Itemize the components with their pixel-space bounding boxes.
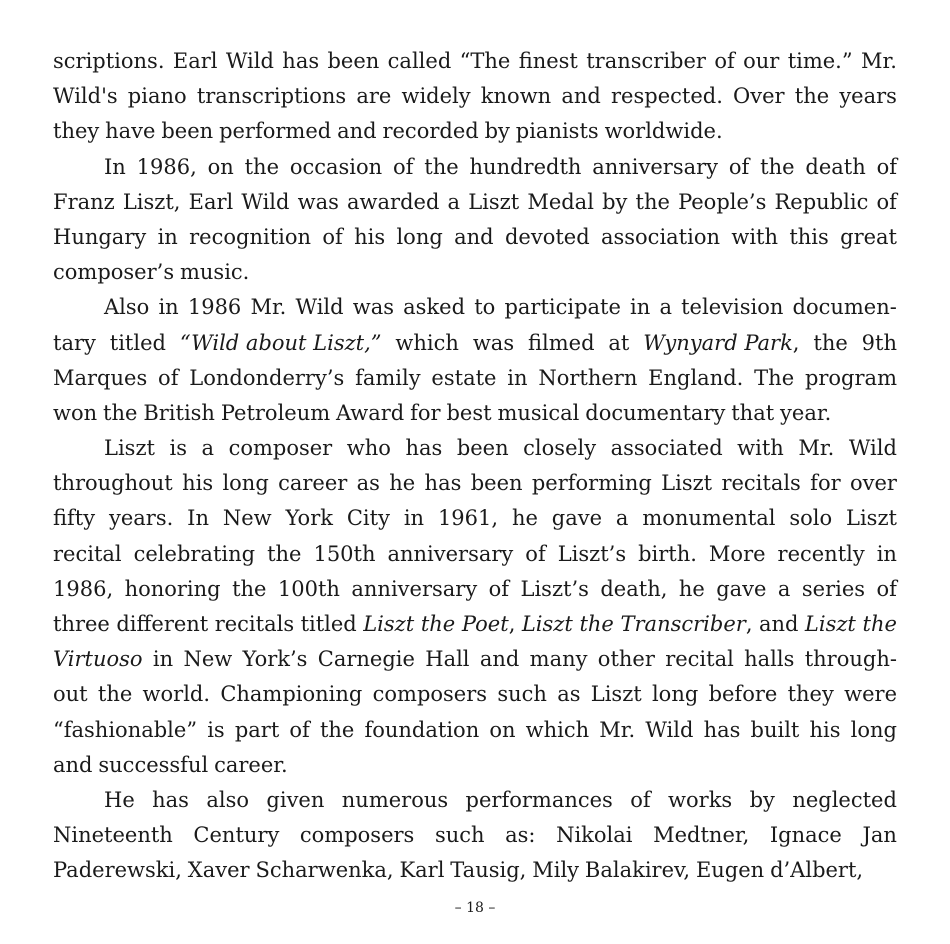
word: a [659, 295, 672, 320]
word: Medal [527, 189, 594, 214]
word: Liszt [661, 471, 713, 496]
word: and [561, 84, 601, 109]
word: they [53, 119, 100, 144]
word: Liszt [590, 682, 642, 707]
word: of [876, 189, 897, 214]
word: time.” [787, 49, 853, 73]
word: of [714, 49, 735, 73]
word: death [805, 154, 866, 179]
word: City [346, 506, 390, 531]
word: been [470, 471, 523, 496]
word: documen- [792, 295, 897, 320]
text-line [53, 607, 897, 642]
text-line [53, 396, 897, 431]
word: was [352, 295, 395, 320]
word: Liszt’s [557, 541, 627, 566]
word: filmed [528, 330, 595, 355]
text-line [53, 44, 897, 79]
word: transcriptions [196, 84, 347, 109]
word: built [750, 717, 800, 742]
word: long [850, 717, 897, 742]
word: has [424, 471, 462, 496]
word: gave [551, 506, 603, 531]
word: Wynyard Park, [643, 330, 800, 355]
word: York’s [242, 647, 308, 672]
word: anniversary [592, 154, 719, 179]
word: and [454, 224, 494, 249]
word: for [410, 400, 441, 425]
word: 150th [313, 541, 376, 566]
word: have [105, 119, 156, 144]
word: Wild's [53, 84, 118, 109]
word: 1961, [437, 506, 499, 531]
word: performed [219, 119, 332, 144]
word: his [354, 224, 386, 249]
word: birth. [638, 541, 697, 566]
word: the [267, 541, 302, 566]
word: Northern [538, 365, 638, 390]
word: a [201, 436, 215, 461]
word: widely [401, 84, 471, 109]
word: were [844, 682, 897, 707]
word: Wild [848, 436, 897, 461]
word: with [737, 436, 784, 461]
word: composers [372, 682, 488, 707]
word: Paderewski, [53, 858, 182, 883]
word: recognition [189, 224, 312, 249]
text-line [53, 290, 897, 325]
word: year. [780, 400, 832, 425]
word: Jan [862, 823, 897, 848]
word: many [529, 647, 588, 672]
word: 9th [861, 330, 897, 355]
word: associated [610, 436, 723, 461]
word: Xaver [187, 858, 250, 883]
word: at [608, 330, 630, 355]
word: In [104, 154, 126, 179]
word: his [809, 717, 841, 742]
word: career [278, 471, 348, 496]
text-line [53, 79, 897, 114]
word: television [681, 295, 784, 320]
word: best [446, 400, 492, 425]
word: he [678, 576, 705, 601]
word: a [447, 189, 461, 214]
word: Mr. [250, 295, 287, 320]
word: Also [104, 295, 150, 320]
word: Wild [225, 49, 274, 73]
word: of [289, 717, 310, 742]
word: years [839, 84, 897, 109]
word: part [234, 717, 280, 742]
word: documentary [585, 400, 726, 425]
word: Republic [774, 189, 869, 214]
word: British [143, 400, 215, 425]
word: devoted [504, 224, 590, 249]
word: hundredth [469, 154, 582, 179]
word: to [474, 295, 496, 320]
word: years. [108, 506, 174, 531]
word: long [651, 682, 699, 707]
word: Karl [399, 858, 445, 883]
word: music. [179, 260, 250, 285]
word: More [708, 541, 766, 566]
word: career. [214, 752, 288, 777]
word: and [53, 752, 93, 777]
word: “The [459, 49, 511, 73]
word: pianists [515, 119, 599, 144]
word: the [103, 400, 138, 425]
word: Wild [241, 189, 290, 214]
word: Tausig, [450, 858, 527, 883]
word: in [876, 541, 897, 566]
word: finest [518, 49, 578, 73]
word: Medtner, [653, 823, 750, 848]
word: won [53, 400, 98, 425]
word: musical [497, 400, 580, 425]
word: halls [744, 647, 795, 672]
word: program [804, 365, 897, 390]
word: as [356, 471, 380, 496]
word: the [319, 717, 355, 742]
word: on [489, 717, 516, 742]
word: Nineteenth [53, 823, 173, 848]
word: Liszt’s [520, 576, 589, 601]
word: honoring [124, 576, 221, 601]
word: respected. [611, 84, 723, 109]
word: Liszt [468, 189, 520, 214]
word: Mily [532, 858, 580, 883]
word: recitals [721, 471, 801, 496]
word: closely [523, 436, 597, 461]
word: Mr. [798, 436, 835, 461]
word: Liszt the [804, 612, 897, 636]
word: which [395, 330, 459, 355]
word: in [158, 295, 179, 320]
page-number: – 18 – [454, 900, 496, 916]
word: scriptions. [53, 49, 165, 73]
text-line [53, 150, 897, 185]
word: which [525, 717, 590, 742]
word: throughout [53, 471, 173, 496]
word: Championing [220, 682, 363, 707]
text-line [53, 114, 897, 149]
text-line [53, 572, 897, 607]
word: 1986, [53, 576, 114, 601]
word: composers [299, 823, 415, 848]
word: monumental [642, 506, 776, 531]
word: performances [465, 787, 613, 812]
word: England. [648, 365, 744, 390]
word: given [266, 787, 325, 812]
word: the [232, 576, 267, 601]
word: Liszt [846, 506, 897, 531]
word: is [207, 717, 225, 742]
word: Carnegie [317, 647, 415, 672]
word: by [484, 119, 510, 144]
word: d’Albert, [770, 858, 864, 883]
text-line [53, 431, 897, 466]
word: composer [228, 436, 333, 461]
text-line [53, 501, 897, 536]
word: long [396, 224, 443, 249]
word: Liszt the Transcriber, [521, 612, 753, 636]
word: recital [665, 647, 734, 672]
word: Virtuoso [53, 647, 143, 672]
word: foundation [364, 717, 480, 742]
word: Londonderry’s [189, 365, 345, 390]
word: Petroleum [220, 400, 331, 425]
word: Liszt [104, 436, 155, 461]
word: of [876, 154, 897, 179]
text-line [53, 185, 897, 220]
word: gave [716, 576, 767, 601]
word: celebrating [133, 541, 256, 566]
word: has [405, 436, 443, 461]
word: successful [98, 752, 209, 777]
word: York [285, 506, 333, 531]
word: the [424, 154, 459, 179]
word: recorded [382, 119, 479, 144]
word: participate [504, 295, 621, 320]
word: Wild [295, 295, 344, 320]
word: great [840, 224, 897, 249]
word: his [182, 471, 214, 496]
word: of [488, 576, 510, 601]
word: is [169, 436, 187, 461]
word: series [801, 576, 866, 601]
word: by [602, 189, 628, 214]
word: has [152, 787, 189, 812]
word: “Wild about Liszt,” [179, 330, 382, 355]
word: worldwide. [604, 119, 723, 144]
word: in [403, 506, 425, 531]
text-line [53, 748, 897, 783]
word: and [758, 612, 799, 636]
word: Eugen [695, 858, 765, 883]
word: Earl [188, 189, 234, 214]
word: the [794, 84, 830, 109]
text-line [53, 713, 897, 748]
word: of [876, 576, 897, 601]
word: asked [403, 295, 466, 320]
word: piano [127, 84, 187, 109]
word: before [708, 682, 778, 707]
word: family [355, 365, 421, 390]
word: the [813, 330, 848, 355]
word: a [777, 576, 791, 601]
word: who [346, 436, 391, 461]
text-line [53, 642, 897, 677]
word: Over [733, 84, 785, 109]
text-line [53, 818, 897, 853]
word: for [810, 471, 841, 496]
word: by [749, 787, 775, 812]
word: People’s [678, 189, 767, 214]
word: been [161, 119, 214, 144]
word: world. [142, 682, 211, 707]
text-line [53, 677, 897, 712]
word: such [497, 682, 547, 707]
word: awarded [347, 189, 440, 214]
word: association [600, 224, 721, 249]
word: was [297, 189, 339, 214]
word: death, [600, 576, 668, 601]
word: neglected [792, 787, 897, 812]
text-line [53, 326, 897, 361]
text-line [53, 361, 897, 396]
word: was [472, 330, 515, 355]
body-text [53, 44, 897, 889]
word: recently [777, 541, 865, 566]
word: other [597, 647, 655, 672]
word: works [668, 787, 733, 812]
word: New [222, 506, 272, 531]
word: three [53, 612, 110, 636]
word: numerous [341, 787, 449, 812]
word: the [635, 189, 670, 214]
word: that [731, 400, 775, 425]
word: Award [336, 400, 405, 425]
word: Earl [172, 49, 218, 73]
word: recital [53, 541, 122, 566]
word: Mr. [860, 49, 897, 73]
word: been [456, 436, 509, 461]
word: of [393, 154, 414, 179]
word: titled [300, 612, 357, 636]
word: Hungary [53, 224, 147, 249]
word: anniversary [351, 576, 478, 601]
word: as: [505, 823, 536, 848]
word: He [104, 787, 135, 812]
word: through- [804, 647, 897, 672]
word: Ignace [769, 823, 842, 848]
word: in [507, 365, 528, 390]
word: 1986, [136, 154, 197, 179]
word: and [479, 647, 520, 672]
word: Marques [53, 365, 148, 390]
word: Liszt, [122, 189, 181, 214]
word: as [557, 682, 581, 707]
word: Scharwenka, [255, 858, 394, 883]
word: of [630, 787, 651, 812]
text-line [53, 783, 897, 818]
word: he [389, 471, 416, 496]
word: “fashionable” [53, 717, 198, 742]
word: he [511, 506, 538, 531]
word: the [97, 682, 133, 707]
word: and [337, 119, 377, 144]
word: fifty [53, 506, 96, 531]
word: of [158, 365, 179, 390]
word: New [183, 647, 233, 672]
word: Hall [425, 647, 470, 672]
word: in [630, 295, 651, 320]
word: transcriber [586, 49, 706, 73]
word: long [222, 471, 269, 496]
word: such [434, 823, 485, 848]
word: Mr. [599, 717, 636, 742]
word: Franz [53, 189, 115, 214]
word: estate [431, 365, 497, 390]
word: In [187, 506, 209, 531]
word: the [244, 154, 280, 179]
text-line [53, 466, 897, 501]
word: over [849, 471, 897, 496]
word: of [322, 224, 343, 249]
word: Balakirev, [584, 858, 691, 883]
word: anniversary [387, 541, 514, 566]
word: 1986 [187, 295, 242, 320]
word: the [760, 154, 795, 179]
word: recitals [214, 612, 295, 636]
word: on [207, 154, 234, 179]
word: been [327, 49, 380, 73]
word: solo [789, 506, 833, 531]
word: known [480, 84, 552, 109]
word: titled [109, 330, 166, 355]
text-line [53, 537, 897, 572]
word: has [703, 717, 741, 742]
word: different [116, 612, 209, 636]
word: with [731, 224, 778, 249]
word: Liszt the Poet, [363, 612, 516, 636]
word: Century [193, 823, 280, 848]
text-line [53, 220, 897, 255]
word: in [157, 224, 178, 249]
word: called [387, 49, 452, 73]
word: occasion [289, 154, 383, 179]
word: a [615, 506, 629, 531]
word: this [789, 224, 829, 249]
word: our [743, 49, 780, 73]
word: of [728, 154, 750, 179]
word: composer’s [53, 260, 175, 285]
word: tary [53, 330, 96, 355]
word: 100th [277, 576, 340, 601]
word: Nikolai [556, 823, 633, 848]
word: in [152, 647, 174, 672]
text-line [53, 255, 897, 290]
word: Wild [645, 717, 694, 742]
word: they [787, 682, 834, 707]
word: are [356, 84, 392, 109]
word: The [754, 365, 795, 390]
word: out [53, 682, 88, 707]
word: has [282, 49, 320, 73]
text-line [53, 853, 897, 888]
word: of [525, 541, 546, 566]
word: performing [531, 471, 652, 496]
word: also [206, 787, 250, 812]
